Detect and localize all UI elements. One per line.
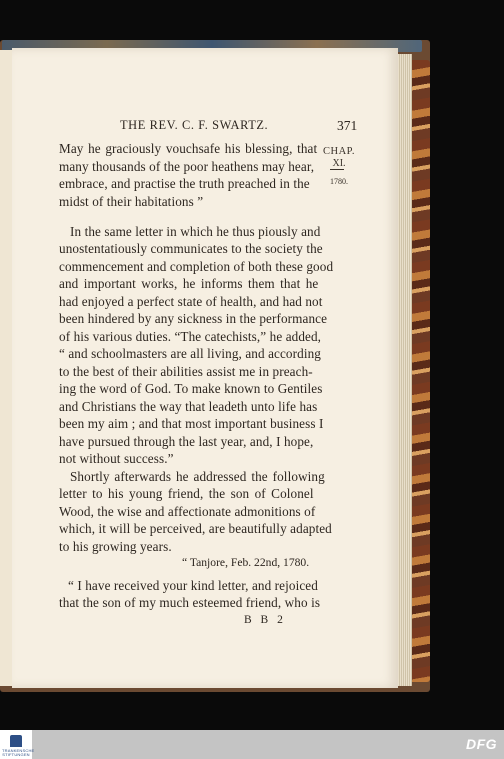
body-line: have pursued through the last year, and, I hope, bbox=[59, 434, 314, 449]
margin-chapter-number: XI. bbox=[332, 158, 346, 169]
body-line: to the best of their abilities assist me in preach- bbox=[59, 364, 313, 379]
margin-chapter-label: CHAP. bbox=[323, 146, 355, 157]
body-line: May he graciously vouchsafe his blessing, that bbox=[59, 141, 318, 156]
body-line: “ I have received your kind letter, and rejoiced bbox=[68, 578, 318, 593]
body-line: Shortly afterwards he addressed the following bbox=[70, 469, 325, 484]
page-stack bbox=[396, 54, 412, 686]
institution-logo-icon bbox=[10, 735, 22, 747]
body-line: had enjoyed a perfect state of health, and had not bbox=[59, 294, 323, 309]
institution-logo-text: TRANKENSCHE STIFTUNGEN bbox=[2, 748, 35, 757]
body-line: midst of their habitations ” bbox=[59, 194, 204, 209]
body-line: and important works, he informs them that he bbox=[59, 276, 319, 291]
marbled-page-edge bbox=[412, 60, 430, 682]
margin-rule bbox=[330, 169, 344, 170]
running-head: THE REV. C. F. SWARTZ. bbox=[120, 118, 269, 132]
body-line: embrace, and practise the truth preached in the bbox=[59, 176, 310, 191]
body-line: Wood, the wise and affectionate admonitions of bbox=[59, 504, 316, 519]
body-line: commencement and completion of both these good bbox=[59, 259, 334, 274]
body-line: which, it will be perceived, are beautifully adapted bbox=[59, 521, 332, 536]
body-line: to his growing years. bbox=[59, 539, 172, 554]
body-line: unostentatiously communicates to the society the bbox=[59, 241, 323, 256]
signature-mark: B B 2 bbox=[244, 614, 286, 626]
page-number: 371 bbox=[337, 118, 358, 133]
viewer-footer-bar bbox=[0, 730, 504, 759]
body-line: that the son of my much esteemed friend, who is bbox=[59, 595, 321, 610]
body-line: ing the word of God. To make known to Gentiles bbox=[59, 381, 323, 396]
letter-dateline: “ Tanjore, Feb. 22nd, 1780. bbox=[182, 556, 310, 569]
body-line: many thousands of the poor heathens may hear, bbox=[59, 159, 315, 174]
margin-year: 1780. bbox=[330, 177, 348, 186]
body-line: In the same letter in which he thus piously and bbox=[70, 224, 321, 239]
body-line: not without success.” bbox=[59, 451, 174, 466]
body-line: and Christians the way that leadeth unto life has bbox=[59, 399, 318, 414]
body-line: “ and schoolmasters are all living, and according bbox=[59, 346, 321, 361]
body-line: letter to his young friend, the son of Colonel bbox=[59, 486, 314, 501]
dfg-logo[interactable]: DFG bbox=[466, 736, 498, 752]
body-line: been hindered by any sickness in the performance bbox=[59, 311, 328, 326]
body-line: been my aim ; and that most important business I bbox=[59, 416, 324, 431]
body-line: of his various duties. “The catechists,” he added, bbox=[59, 329, 322, 344]
